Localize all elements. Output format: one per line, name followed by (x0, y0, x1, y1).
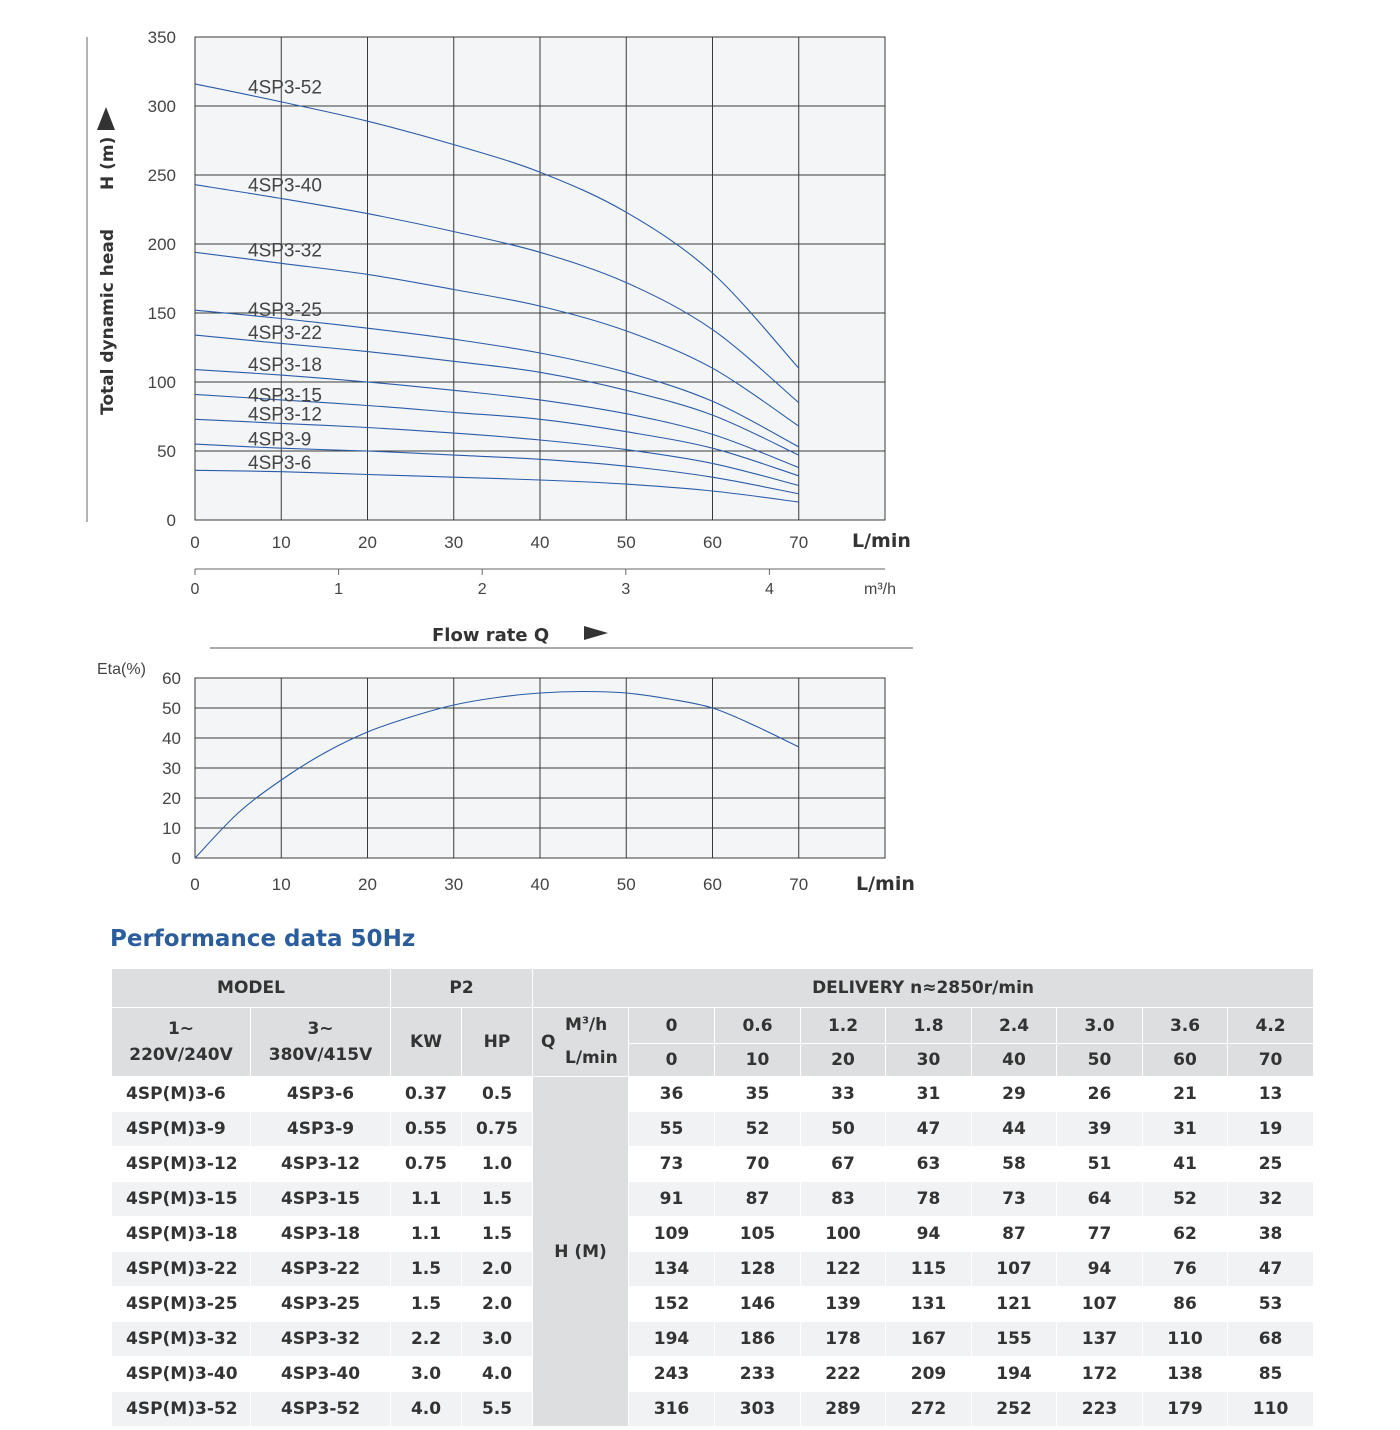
head-value: 94 (1057, 1252, 1143, 1287)
model-single-phase: 4SP(M)3-18 (112, 1217, 251, 1252)
head-value: 52 (715, 1112, 801, 1147)
model-single-phase: 4SP(M)3-25 (112, 1287, 251, 1322)
head-value: 128 (715, 1252, 801, 1287)
eta-x-tick: 30 (444, 875, 464, 894)
flow-m3h-value: 1.8 (886, 1008, 972, 1044)
flow-lmin-value: 70 (1228, 1044, 1314, 1077)
head-value: 31 (886, 1077, 972, 1112)
header-single-phase (112, 1008, 251, 1077)
m3h-tick: 2 (477, 581, 487, 598)
table-row (112, 1112, 1314, 1147)
eta-x-tick: 60 (703, 875, 722, 894)
m3h-unit: m³/h (864, 581, 896, 598)
model-single-phase: 4SP(M)3-32 (112, 1322, 251, 1357)
flow-lmin-value: 0 (629, 1044, 715, 1077)
flow-m3h-value: 0 (629, 1008, 715, 1044)
power-kw: 2.2 (391, 1322, 462, 1357)
power-kw: 4.0 (391, 1392, 462, 1427)
model-three-phase: 4SP3-52 (251, 1392, 391, 1427)
head-value: 36 (629, 1077, 715, 1112)
head-series-label: 4SP3-32 (248, 240, 322, 262)
eta-x-tick: 20 (358, 875, 377, 894)
head-value: 35 (715, 1077, 801, 1112)
head-y-tick: 0 (166, 511, 176, 530)
head-value: 29 (972, 1077, 1057, 1112)
head-value: 26 (1057, 1077, 1143, 1112)
head-value: 272 (886, 1392, 972, 1427)
head-value: 194 (972, 1357, 1057, 1392)
q-label: Q (541, 1032, 556, 1052)
power-hp: 1.5 (462, 1217, 533, 1252)
head-value: 222 (801, 1357, 886, 1392)
head-value: 62 (1143, 1217, 1228, 1252)
head-value: 47 (886, 1112, 972, 1147)
head-value: 115 (886, 1252, 972, 1287)
head-x-tick: 70 (789, 533, 809, 552)
head-series-label: 4SP3-22 (248, 323, 322, 345)
head-value: 252 (972, 1392, 1057, 1427)
head-value: 146 (715, 1287, 801, 1322)
head-value: 316 (629, 1392, 715, 1427)
head-value: 107 (972, 1252, 1057, 1287)
eta-x-tick: 40 (530, 875, 550, 894)
head-value: 19 (1228, 1112, 1314, 1147)
head-value: 178 (801, 1322, 886, 1357)
head-y-tick: 150 (147, 304, 176, 323)
header-p2: P2 (391, 969, 533, 1008)
head-value: 134 (629, 1252, 715, 1287)
head-value: 87 (715, 1182, 801, 1217)
table-row (112, 1008, 1314, 1044)
power-hp: 5.5 (462, 1392, 533, 1427)
head-value: 52 (1143, 1182, 1228, 1217)
power-kw: 1.1 (391, 1182, 462, 1217)
m3h-tick: 0 (190, 581, 200, 598)
eta-y-tick: 30 (162, 759, 181, 778)
head-x-tick: 60 (703, 533, 722, 552)
head-value: 58 (972, 1147, 1057, 1182)
table-row (112, 1217, 1314, 1252)
head-y-tick: 100 (147, 373, 176, 392)
voltage-phase: 3~ (307, 1019, 334, 1039)
power-hp: 4.0 (462, 1357, 533, 1392)
header-hp: HP (462, 1008, 533, 1077)
head-value: 73 (972, 1182, 1057, 1217)
head-value: 38 (1228, 1217, 1314, 1252)
y-axis-unit: H (m) (98, 136, 118, 190)
performance-table (111, 968, 1314, 1427)
model-three-phase: 4SP3-25 (251, 1287, 391, 1322)
power-kw: 1.5 (391, 1287, 462, 1322)
flow-m3h-value: 3.0 (1057, 1008, 1143, 1044)
head-value: 94 (886, 1217, 972, 1252)
performance-title: Performance data 50Hz (110, 926, 416, 952)
flow-m3h-value: 4.2 (1228, 1008, 1314, 1044)
header-delivery: DELIVERY n≈2850r/min (533, 969, 1314, 1008)
head-value: 109 (629, 1217, 715, 1252)
head-value: 78 (886, 1182, 972, 1217)
head-value: 70 (715, 1147, 801, 1182)
head-value: 289 (801, 1392, 886, 1427)
head-x-tick: 0 (190, 533, 200, 552)
flow-lmin-value: 20 (801, 1044, 886, 1077)
head-value: 53 (1228, 1287, 1314, 1322)
head-x-tick: 50 (616, 533, 636, 552)
power-kw: 3.0 (391, 1357, 462, 1392)
model-three-phase: 4SP3-18 (251, 1217, 391, 1252)
eta-y-tick: 50 (162, 699, 181, 718)
head-value: 137 (1057, 1322, 1143, 1357)
head-value: 131 (886, 1287, 972, 1322)
power-kw: 1.1 (391, 1217, 462, 1252)
head-value: 152 (629, 1287, 715, 1322)
head-y-tick: 300 (147, 97, 176, 116)
m3h-tick: 3 (621, 581, 631, 598)
head-value: 86 (1143, 1287, 1228, 1322)
model-three-phase: 4SP3-12 (251, 1147, 391, 1182)
head-x-unit: L/min (852, 530, 911, 552)
h-m-label: H (M) (533, 1077, 629, 1427)
flow-m3h-value: 2.4 (972, 1008, 1057, 1044)
x-axis-title: Flow rate Q (432, 625, 550, 646)
eta-y-tick: 20 (162, 789, 181, 808)
eta-y-tick: 40 (162, 729, 181, 748)
m3h-label: $M^3/h$ (565, 1015, 608, 1035)
model-three-phase: 4SP3-9 (251, 1112, 391, 1147)
flow-lmin-value: 50 (1057, 1044, 1143, 1077)
head-value: 76 (1143, 1252, 1228, 1287)
head-series-label: 4SP3-15 (248, 385, 322, 407)
table-row (112, 1322, 1314, 1357)
header-kw: KW (391, 1008, 462, 1077)
voltage-range: 380V/415V (268, 1045, 373, 1065)
model-single-phase: 4SP(M)3-52 (112, 1392, 251, 1427)
table-row (112, 1357, 1314, 1392)
head-value: 67 (801, 1147, 886, 1182)
head-value: 243 (629, 1357, 715, 1392)
head-value: 87 (972, 1217, 1057, 1252)
model-single-phase: 4SP(M)3-6 (112, 1077, 251, 1112)
head-x-tick: 40 (530, 533, 550, 552)
eta-y-tick: 0 (171, 849, 181, 868)
head-value: 91 (629, 1182, 715, 1217)
head-value: 233 (715, 1357, 801, 1392)
model-single-phase: 4SP(M)3-12 (112, 1147, 251, 1182)
head-value: 110 (1228, 1392, 1314, 1427)
eta-y-tick: 10 (162, 819, 181, 838)
head-value: 105 (715, 1217, 801, 1252)
flow-lmin-value: 60 (1143, 1044, 1228, 1077)
head-value: 63 (886, 1147, 972, 1182)
header-q (533, 1008, 629, 1077)
lmin-label: L/min (565, 1048, 618, 1068)
head-x-tick: 20 (358, 533, 377, 552)
head-x-tick: 10 (271, 533, 291, 552)
table-row (112, 969, 1314, 1008)
model-single-phase: 4SP(M)3-22 (112, 1252, 251, 1287)
head-value: 138 (1143, 1357, 1228, 1392)
head-series-label: 4SP3-25 (248, 299, 322, 321)
power-hp: 1.5 (462, 1182, 533, 1217)
head-value: 31 (1143, 1112, 1228, 1147)
head-value: 13 (1228, 1077, 1314, 1112)
table-row (112, 1077, 1314, 1112)
model-three-phase: 4SP3-40 (251, 1357, 391, 1392)
head-series-label: 4SP3-6 (248, 452, 312, 474)
head-value: 179 (1143, 1392, 1228, 1427)
model-three-phase: 4SP3-22 (251, 1252, 391, 1287)
head-y-tick: 350 (147, 28, 176, 47)
head-value: 77 (1057, 1217, 1143, 1252)
table-row (112, 1287, 1314, 1322)
head-value: 33 (801, 1077, 886, 1112)
eta-x-unit: L/min (856, 873, 915, 895)
head-value: 172 (1057, 1357, 1143, 1392)
power-hp: 2.0 (462, 1287, 533, 1322)
head-value: 55 (629, 1112, 715, 1147)
header-model: MODEL (112, 969, 391, 1008)
head-y-tick: 50 (157, 442, 176, 461)
head-value: 51 (1057, 1147, 1143, 1182)
head-value: 39 (1057, 1112, 1143, 1147)
eta-x-tick: 50 (616, 875, 636, 894)
head-value: 186 (715, 1322, 801, 1357)
voltage-range: 220V/240V (129, 1045, 233, 1065)
power-kw: 0.75 (391, 1147, 462, 1182)
head-value: 194 (629, 1322, 715, 1357)
y-axis-arrow-icon (97, 107, 115, 130)
head-y-tick: 250 (147, 166, 176, 185)
eta-y-label: Eta(%) (97, 661, 146, 678)
m3h-tick: 4 (764, 581, 774, 598)
flow-m3h-value: 0.6 (715, 1008, 801, 1044)
head-value: 155 (972, 1322, 1057, 1357)
m3h-tick: 1 (334, 581, 344, 598)
head-value: 85 (1228, 1357, 1314, 1392)
head-value: 121 (972, 1287, 1057, 1322)
head-value: 50 (801, 1112, 886, 1147)
model-single-phase: 4SP(M)3-40 (112, 1357, 251, 1392)
model-single-phase: 4SP(M)3-9 (112, 1112, 251, 1147)
table-row (112, 1252, 1314, 1287)
head-value: 122 (801, 1252, 886, 1287)
head-value: 21 (1143, 1077, 1228, 1112)
head-y-tick: 200 (147, 235, 176, 254)
head-value: 44 (972, 1112, 1057, 1147)
head-value: 73 (629, 1147, 715, 1182)
head-series-label: 4SP3-9 (248, 429, 312, 451)
head-x-tick: 30 (444, 533, 464, 552)
x-axis-arrow-icon (584, 626, 608, 640)
head-value: 303 (715, 1392, 801, 1427)
head-value: 110 (1143, 1322, 1228, 1357)
table-row (112, 1147, 1314, 1182)
eta-y-tick: 60 (162, 669, 181, 688)
table-row (112, 1182, 1314, 1217)
power-hp: 0.5 (462, 1077, 533, 1112)
head-series-label: 4SP3-52 (248, 77, 322, 99)
flow-m3h-value: 3.6 (1143, 1008, 1228, 1044)
power-kw: 0.37 (391, 1077, 462, 1112)
head-value: 47 (1228, 1252, 1314, 1287)
head-value: 68 (1228, 1322, 1314, 1357)
head-value: 100 (801, 1217, 886, 1252)
head-series-label: 4SP3-12 (248, 404, 322, 426)
head-series-label: 4SP3-18 (248, 354, 322, 376)
model-single-phase: 4SP(M)3-15 (112, 1182, 251, 1217)
model-three-phase: 4SP3-32 (251, 1322, 391, 1357)
eta-x-tick: 10 (271, 875, 291, 894)
flow-lmin-value: 30 (886, 1044, 972, 1077)
power-hp: 2.0 (462, 1252, 533, 1287)
flow-lmin-value: 10 (715, 1044, 801, 1077)
head-value: 139 (801, 1287, 886, 1322)
head-value: 83 (801, 1182, 886, 1217)
power-kw: 0.55 (391, 1112, 462, 1147)
head-series-label: 4SP3-40 (248, 175, 322, 197)
head-value: 209 (886, 1357, 972, 1392)
eta-x-tick: 70 (789, 875, 809, 894)
model-three-phase: 4SP3-15 (251, 1182, 391, 1217)
y-axis-title: Total dynamic head (98, 229, 118, 415)
flow-m3h-value: 1.2 (801, 1008, 886, 1044)
head-value: 223 (1057, 1392, 1143, 1427)
head-value: 167 (886, 1322, 972, 1357)
power-hp: 0.75 (462, 1112, 533, 1147)
power-hp: 3.0 (462, 1322, 533, 1357)
head-value: 41 (1143, 1147, 1228, 1182)
eta-x-tick: 0 (190, 875, 200, 894)
voltage-phase: 1~ (167, 1019, 195, 1039)
power-hp: 1.0 (462, 1147, 533, 1182)
head-value: 64 (1057, 1182, 1143, 1217)
head-value: 32 (1228, 1182, 1314, 1217)
model-three-phase: 4SP3-6 (251, 1077, 391, 1112)
head-value: 107 (1057, 1287, 1143, 1322)
head-value: 25 (1228, 1147, 1314, 1182)
flow-lmin-value: 40 (972, 1044, 1057, 1077)
power-kw: 1.5 (391, 1252, 462, 1287)
table-row (112, 1392, 1314, 1427)
header-three-phase (251, 1008, 391, 1077)
